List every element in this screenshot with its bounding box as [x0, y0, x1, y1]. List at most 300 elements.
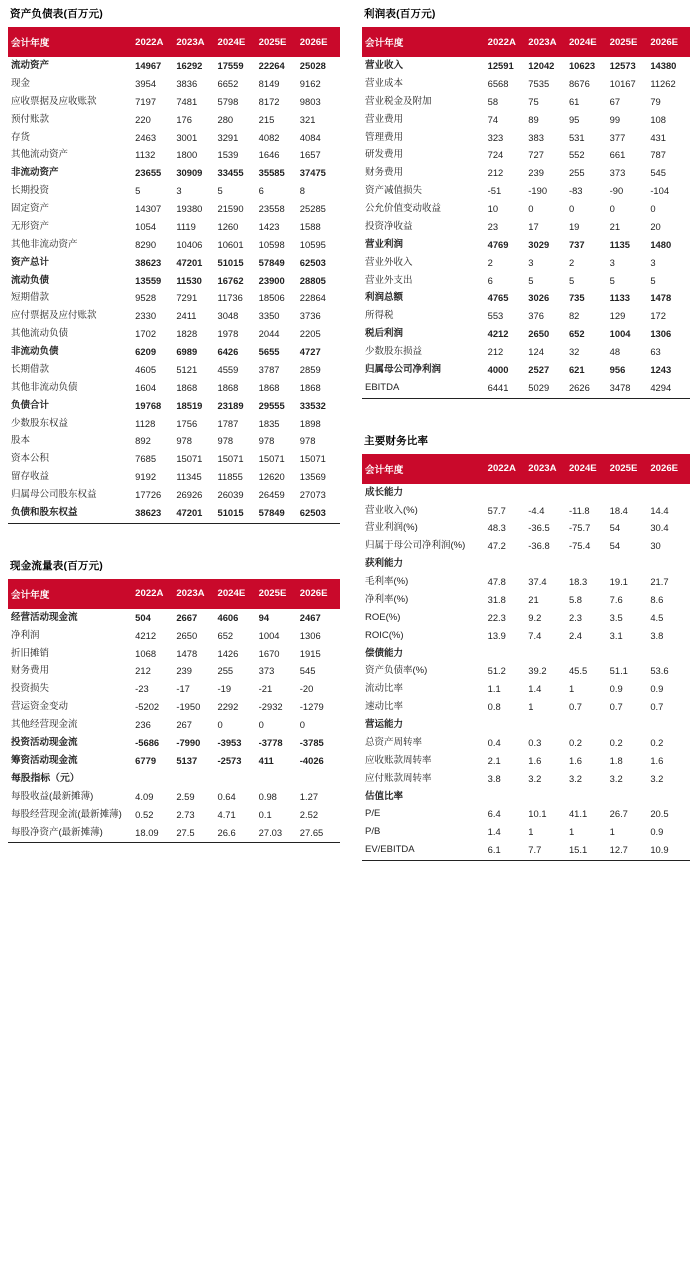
balance-sheet-title: 资产负债表(百万元): [10, 8, 103, 20]
row-value-0: 10: [487, 203, 499, 215]
row-value-1: [527, 716, 568, 734]
row-value-0: 220: [135, 113, 151, 125]
row-value-0: [487, 716, 528, 734]
row-label: 偿债能力: [365, 647, 404, 659]
ratios-title: 主要财务比率: [364, 434, 429, 447]
row-label: 其他流动负债: [11, 328, 69, 340]
row-value-4: 0.9: [650, 826, 664, 838]
row-value-0: 212: [135, 665, 151, 677]
row-value-0: 504: [135, 611, 151, 623]
row-value-2: 10623: [568, 60, 596, 72]
row-value-3: 18.4: [609, 504, 628, 516]
row-value-4: 2859: [299, 363, 321, 375]
row-value-3: 1835: [258, 417, 280, 429]
table-header-row: [362, 27, 690, 57]
row-value-0: 4212: [487, 328, 509, 340]
row-value-1: 7291: [176, 292, 198, 304]
table-row: [8, 343, 340, 361]
row-value-4: 0.7: [650, 701, 664, 713]
header-year-3: 2025E: [258, 27, 299, 57]
row-value-4: 1.6: [650, 754, 664, 766]
row-label: 投资损失: [11, 683, 50, 695]
row-value-1: 176: [176, 113, 192, 125]
row-value-2: 735: [568, 292, 585, 304]
table-row: [362, 788, 690, 806]
row-value-1: -36.8: [528, 540, 550, 552]
row-value-3: 48: [609, 346, 621, 358]
header-year-1: 2023A: [527, 27, 568, 57]
row-value-4: -3785: [299, 736, 324, 748]
row-value-2: 32: [568, 346, 580, 358]
table-row: [8, 397, 340, 415]
row-value-3: 29555: [258, 399, 285, 411]
row-value-1: 3026: [528, 292, 550, 304]
row-value-1: 2.73: [176, 808, 195, 820]
row-label: EBITDA: [365, 381, 400, 393]
row-value-0: 9528: [135, 292, 157, 304]
row-value-2: -11.8: [568, 504, 590, 516]
row-value-4: 2.52: [299, 808, 319, 820]
row-value-4: 3: [650, 256, 656, 268]
row-value-3: [609, 788, 650, 806]
per-share-section: [8, 770, 340, 788]
row-value-3: 3: [609, 256, 615, 268]
table-row: [8, 164, 340, 182]
row-value-0: 1702: [135, 328, 157, 340]
row-value-3: 3350: [258, 310, 280, 322]
table-row: [8, 504, 340, 522]
row-value-3: 1: [609, 826, 615, 838]
table-row: [362, 111, 690, 129]
row-label: 营业外收入: [365, 256, 413, 268]
row-value-3: 57849: [258, 256, 285, 268]
row-value-3: 8172: [258, 95, 280, 107]
row-label: 应收票据及应收账款: [11, 95, 97, 107]
row-value-4: -104: [650, 185, 670, 197]
row-value-3: 0.1: [258, 808, 272, 820]
row-value-4: 10595: [299, 238, 326, 250]
row-value-4: 1306: [650, 328, 672, 340]
table-row: [8, 361, 340, 379]
row-value-0: 14307: [135, 203, 162, 215]
row-value-2: 652: [568, 328, 585, 340]
table-row: [362, 555, 690, 573]
per-share-title: 每股指标（元）: [11, 772, 80, 784]
row-value-2: -75.7: [568, 522, 591, 534]
row-value-0: 2330: [135, 310, 157, 322]
row-value-3: -90: [609, 185, 624, 197]
table-row: [362, 218, 690, 236]
row-value-0: 6779: [135, 754, 157, 766]
row-label: 每股经营现金流(最新摊薄): [11, 808, 122, 820]
row-value-4: 5: [650, 274, 656, 286]
row-value-1: 5: [528, 274, 534, 286]
row-value-0: 0.4: [487, 736, 501, 748]
table-row: [8, 486, 340, 504]
header-year-label: 会计年度: [362, 454, 487, 484]
row-value-1: 16292: [176, 60, 203, 72]
row-value-0: [487, 484, 528, 502]
row-value-3: 0.2: [609, 736, 623, 748]
row-value-4: 0.9: [650, 683, 664, 695]
row-label: 资产总计: [11, 256, 50, 268]
table-row: [8, 236, 340, 254]
row-value-3: 2044: [258, 328, 280, 340]
row-value-2: 51015: [217, 506, 244, 518]
table-row: [8, 289, 340, 307]
row-value-0: 6209: [135, 346, 157, 358]
header-year-4: 2026E: [649, 27, 690, 57]
row-value-4: 4294: [650, 381, 672, 393]
row-value-2: 0.64: [217, 790, 236, 802]
row-value-4: 9162: [299, 77, 321, 89]
spacer: [8, 524, 340, 558]
row-value-3: 0: [258, 719, 264, 731]
row-value-0: 4000: [487, 363, 509, 375]
row-value-2: -2573: [217, 754, 242, 766]
row-value-2: 26.6: [217, 826, 236, 838]
row-value-1: 267: [176, 719, 192, 731]
row-value-2: 1539: [217, 149, 239, 161]
row-value-0: 0.8: [487, 701, 501, 713]
row-value-0: 31.8: [487, 593, 506, 605]
row-value-3: 3.2: [609, 772, 623, 784]
row-value-1: 15071: [176, 453, 203, 465]
row-value-0: 58: [487, 95, 499, 107]
row-value-2: 3.2: [568, 772, 583, 784]
row-value-4: [649, 716, 690, 734]
row-value-1: 11530: [176, 274, 202, 286]
row-value-4: 30.4: [650, 522, 669, 534]
row-value-1: 1868: [176, 381, 198, 393]
row-value-2: 11855: [217, 471, 243, 483]
row-label: ROE(%): [365, 611, 401, 623]
row-value-2: -19: [217, 683, 232, 695]
row-value-3: -3778: [258, 736, 283, 748]
table-row: [362, 361, 690, 379]
row-label: 应收账款周转率: [365, 754, 432, 766]
row-value-4: 62503: [299, 506, 326, 518]
row-value-1: 0.3: [528, 736, 542, 748]
row-value-0: 7197: [135, 95, 157, 107]
row-value-3: 377: [609, 131, 626, 143]
row-value-0: 892: [135, 435, 151, 447]
row-label: 股本: [11, 435, 31, 447]
row-value-0: 212: [487, 346, 504, 358]
row-value-4: 25285: [299, 203, 326, 215]
row-value-3: [609, 716, 650, 734]
row-value-1: 17: [528, 220, 539, 232]
row-value-4: 20.5: [650, 808, 669, 820]
row-value-2: 11736: [217, 292, 243, 304]
row-value-3: 18506: [258, 292, 285, 304]
row-value-4: 0.2: [650, 736, 664, 748]
row-value-3: -21: [258, 683, 273, 695]
row-label: 营业利润: [365, 238, 404, 250]
row-value-1: 0: [528, 203, 534, 215]
table-row: [362, 645, 690, 663]
right-column: [362, 6, 690, 861]
row-value-3: 94: [258, 611, 270, 623]
row-value-1: 75: [528, 95, 539, 107]
table-row: [8, 415, 340, 433]
table-row: [362, 484, 690, 502]
row-value-4: 13569: [299, 471, 326, 483]
row-label: 预付账款: [11, 113, 50, 125]
row-value-3: 35585: [258, 167, 285, 179]
table-row: [362, 734, 690, 752]
row-value-2: 23189: [217, 399, 244, 411]
table-row: [8, 129, 340, 147]
row-value-3: 1868: [258, 381, 280, 393]
table-row: [362, 770, 690, 788]
row-value-0: -23: [135, 683, 149, 695]
row-value-0: 323: [487, 131, 504, 143]
row-value-1: 1.6: [528, 754, 542, 766]
per-share-body: [8, 788, 340, 842]
row-value-3: 1004: [258, 629, 280, 641]
row-value-4: 1243: [650, 363, 672, 375]
row-value-3: [609, 645, 650, 663]
row-value-4: 11262: [650, 77, 676, 89]
row-value-0: 3954: [135, 77, 157, 89]
row-label: 负债和股东权益: [11, 506, 78, 518]
row-value-2: 6426: [217, 346, 239, 358]
table-row: [8, 788, 340, 806]
table-row: [362, 680, 690, 698]
row-value-3: 0.9: [609, 683, 623, 695]
row-value-0: 1.4: [487, 826, 501, 838]
row-value-1: 7.7: [528, 844, 542, 856]
table-row: [8, 609, 340, 627]
row-value-2: 531: [568, 131, 585, 143]
row-value-4: 10.9: [650, 844, 669, 856]
row-label: 成长能力: [365, 486, 404, 498]
table-row: [362, 289, 690, 307]
row-value-3: 26.7: [609, 808, 628, 820]
row-value-0: 6.1: [487, 844, 501, 856]
row-value-2: 21590: [217, 203, 244, 215]
row-value-0: 74: [487, 113, 499, 125]
row-value-2: 2.3: [568, 611, 583, 623]
row-value-1: -17: [176, 683, 190, 695]
row-value-0: 23: [487, 220, 499, 232]
row-label: 所得税: [365, 310, 394, 322]
row-label: 毛利率(%): [365, 576, 409, 587]
row-value-1: 124: [528, 346, 544, 358]
table-row: [8, 200, 340, 218]
table-row: [8, 734, 340, 752]
row-value-2: 1978: [217, 328, 239, 340]
row-value-2: 1: [568, 683, 575, 695]
row-value-2: 652: [217, 629, 234, 641]
row-value-3: 373: [609, 167, 626, 179]
row-value-4: 1478: [650, 292, 672, 304]
row-value-3: 23900: [258, 274, 285, 286]
row-value-2: 5: [568, 274, 575, 286]
row-value-1: 376: [528, 310, 544, 322]
row-value-3: 8149: [258, 77, 280, 89]
row-value-4: 321: [299, 113, 316, 125]
row-value-3: 99: [609, 113, 621, 125]
row-value-1: 6989: [176, 346, 198, 358]
row-value-3: 373: [258, 665, 275, 677]
row-value-1: 9.2: [528, 611, 542, 623]
row-value-1: 21: [528, 593, 539, 605]
header-year-label: 会计年度: [8, 27, 134, 57]
two-column-layout: [8, 6, 692, 861]
row-value-0: 18.09: [135, 826, 159, 838]
table-row: [362, 307, 690, 325]
row-label: 营运资金变动: [11, 701, 69, 713]
row-value-0: 13559: [135, 274, 162, 286]
row-value-1: 37.4: [528, 576, 547, 588]
row-value-1: 26926: [176, 489, 203, 501]
row-value-1: 978: [176, 435, 192, 447]
cash-flow-header: [8, 579, 340, 609]
table-header-row: [8, 27, 340, 57]
row-value-2: 1868: [217, 381, 239, 393]
row-label: 营业利润(%): [365, 522, 418, 534]
row-label: 负债合计: [11, 399, 50, 411]
ratios-body: [362, 484, 690, 859]
row-value-0: 17726: [135, 489, 162, 501]
row-value-0: 22.3: [487, 611, 506, 623]
table-row: [362, 537, 690, 555]
row-value-4: 1657: [299, 149, 321, 161]
row-value-1: 30909: [176, 167, 203, 179]
row-value-2: 5.8: [568, 593, 583, 605]
row-value-1: 27.5: [176, 826, 195, 838]
table-row: [362, 502, 690, 520]
row-value-2: -83: [568, 185, 583, 197]
row-value-2: 1: [568, 826, 575, 838]
row-value-2: 2292: [217, 701, 239, 713]
row-value-2: 17559: [217, 60, 244, 72]
row-value-1: 1478: [176, 647, 198, 659]
per-share-title-row: [8, 770, 340, 788]
table-row: [8, 645, 340, 663]
table-row: [8, 75, 340, 93]
row-value-0: [487, 645, 528, 663]
row-value-3: 1004: [609, 328, 631, 340]
row-value-2: 552: [568, 149, 585, 161]
row-label: 营业收入: [365, 60, 404, 71]
table-row: [362, 698, 690, 716]
row-label: 归属于母公司净利润(%): [365, 540, 466, 552]
row-value-3: 0: [609, 203, 615, 215]
row-value-2: -75.4: [568, 540, 591, 552]
row-value-0: 236: [135, 719, 151, 731]
row-value-4: 3.2: [650, 772, 664, 784]
row-value-1: 19380: [176, 203, 203, 215]
row-value-4: 9803: [299, 95, 321, 107]
row-value-1: [527, 484, 568, 502]
row-value-0: 38623: [135, 256, 162, 268]
row-value-3: 6: [258, 185, 264, 197]
row-value-3: -2932: [258, 701, 283, 713]
table-row: [362, 591, 690, 609]
row-value-0: 4.09: [135, 790, 154, 802]
row-value-3: 3.1: [609, 629, 623, 641]
row-label: 营业收入(%): [365, 504, 418, 516]
row-value-2: 0: [217, 719, 223, 731]
row-value-3: 1135: [609, 238, 630, 250]
row-value-4: 1.27: [299, 790, 319, 802]
table-row: [8, 627, 340, 645]
ratios-header: [362, 454, 690, 484]
row-value-4: 3.8: [650, 629, 664, 641]
row-label: 筹资活动现金流: [11, 754, 78, 766]
table-row: [8, 93, 340, 111]
row-value-1: 10.1: [528, 808, 547, 820]
table-header-row: [362, 454, 690, 484]
row-label: 利润总额: [365, 292, 404, 304]
row-label: P/B: [365, 826, 381, 838]
row-label: 研发费用: [365, 149, 404, 161]
row-label: 资产减值损失: [365, 185, 423, 197]
row-value-2: [568, 716, 609, 734]
table-row: [362, 182, 690, 200]
table-row: [362, 236, 690, 254]
row-value-3: 19.1: [609, 576, 628, 588]
left-column: [8, 6, 340, 843]
row-value-3: 411: [258, 754, 274, 766]
row-value-3: 54: [609, 522, 621, 534]
row-value-4: 172: [650, 310, 666, 322]
row-value-3: 129: [609, 310, 626, 322]
row-value-3: 661: [609, 149, 626, 161]
row-value-4: 2467: [299, 611, 321, 623]
row-value-1: 3001: [176, 131, 198, 143]
cash-flow-title: 现金流量表(百万元): [10, 559, 103, 572]
row-value-0: 724: [487, 149, 504, 161]
header-year-1: 2023A: [175, 27, 216, 57]
row-value-0: 3.8: [487, 772, 501, 784]
row-value-2: 2626: [568, 381, 590, 393]
row-value-2: 26039: [217, 489, 244, 501]
row-label: 短期借款: [11, 292, 50, 304]
row-value-1: 2.59: [176, 790, 195, 802]
table-row: [8, 218, 340, 236]
row-label: EV/EBITDA: [365, 844, 415, 856]
header-year-0: 2022A: [487, 454, 528, 484]
row-value-0: 47.2: [487, 540, 506, 552]
table-row: [362, 805, 690, 823]
row-label: 营运能力: [365, 719, 404, 730]
header-year-2: 2024E: [568, 27, 609, 57]
row-value-0: -51: [487, 185, 502, 197]
row-value-4: 431: [650, 131, 666, 143]
table-row: [8, 432, 340, 450]
table-row: [362, 752, 690, 770]
row-value-4: -20: [299, 683, 314, 695]
row-value-4: 22864: [299, 292, 326, 304]
table-row: [8, 111, 340, 129]
row-value-3: 12620: [258, 471, 285, 483]
table-row: [8, 468, 340, 486]
row-value-4: 37475: [299, 167, 326, 179]
table-row: [362, 93, 690, 111]
header-year-4: 2026E: [299, 27, 340, 57]
row-value-3: 67: [609, 95, 621, 107]
balance-sheet-body: [8, 57, 340, 522]
row-value-1: 2527: [528, 363, 550, 375]
row-value-0: 2: [487, 256, 493, 268]
row-value-1: -4.4: [528, 504, 545, 516]
row-label: 归属母公司股东权益: [11, 489, 97, 500]
row-value-1: 2650: [528, 328, 550, 340]
